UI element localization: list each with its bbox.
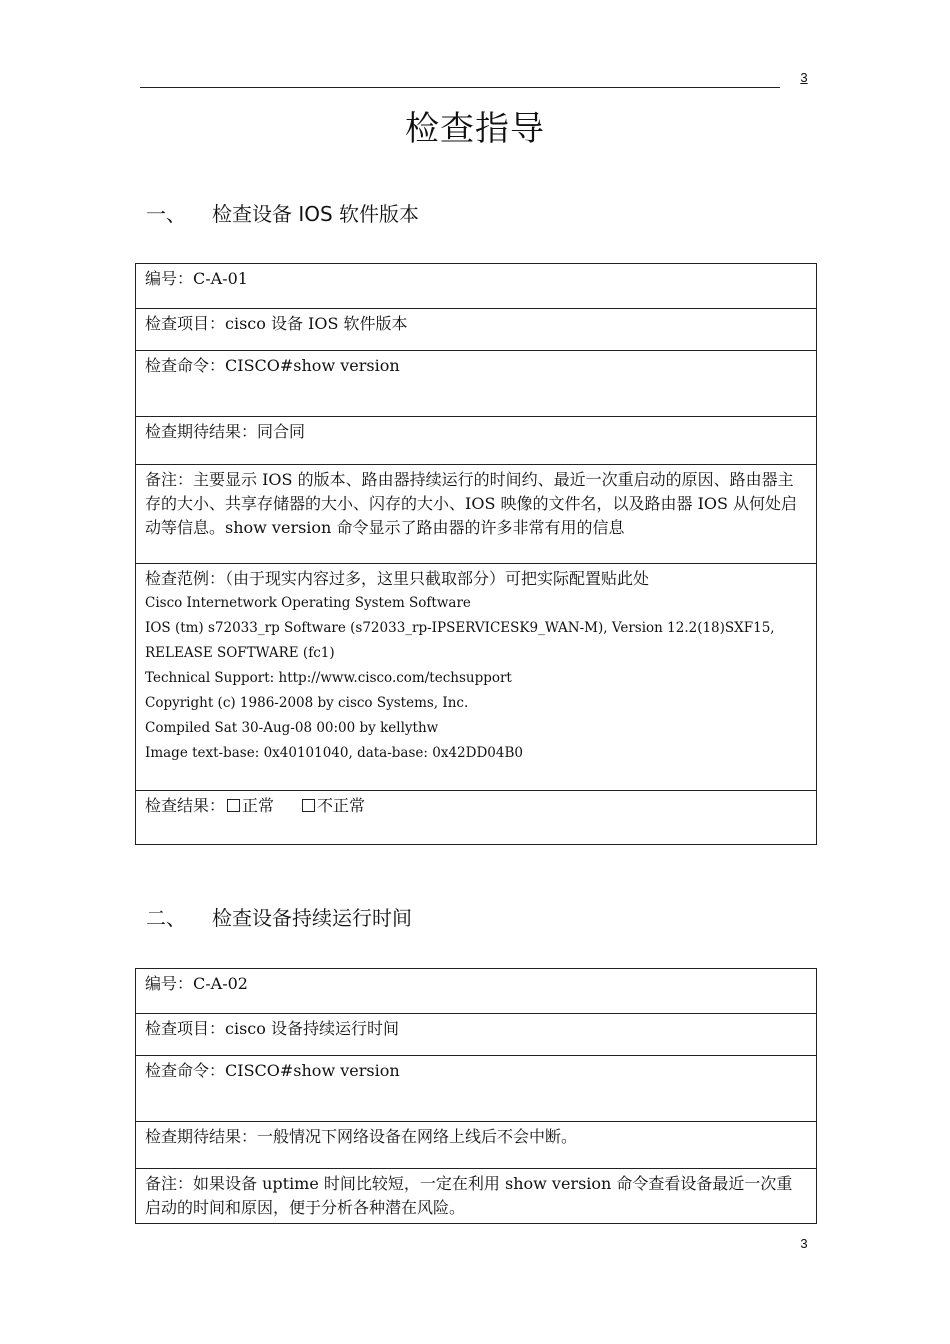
check-command: 检查命令：CISCO#show version xyxy=(136,1056,817,1122)
section-2-title: 检查设备持续运行时间 xyxy=(212,906,412,930)
example-line: Technical Support: http://www.cisco.com/techsupport xyxy=(145,670,512,686)
footer-page-number: 3 xyxy=(800,1236,808,1251)
example-line: IOS (tm) s72033_rp Software (s72033_rp-IPSERVICESK9_WAN-M), Version 12.2(18)SXF15, xyxy=(145,620,775,636)
result-abnormal-label: 不正常 xyxy=(317,796,366,815)
check-id: 编号：C-A-01 xyxy=(136,264,817,309)
section-2-heading xyxy=(146,902,412,931)
check-item: 检查项目：cisco 设备 IOS 软件版本 xyxy=(136,309,817,351)
result-normal-checkbox[interactable] xyxy=(227,799,240,812)
section-2-number: 二、 xyxy=(146,906,186,930)
check-item: 检查项目：cisco 设备持续运行时间 xyxy=(136,1014,817,1056)
check-result xyxy=(136,791,817,845)
example-line: Image text-base: 0x40101040, data-base: 0x42DD04B0 xyxy=(145,745,523,761)
check-id: 编号：C-A-02 xyxy=(136,969,817,1014)
example-line: RELEASE SOFTWARE (fc1) xyxy=(145,645,335,661)
example-line: Compiled Sat 30-Aug-08 00:00 by kellythw xyxy=(145,720,439,736)
check-table-2 xyxy=(135,968,817,1224)
check-result-label: 检查结果： xyxy=(145,796,226,815)
check-command: 检查命令：CISCO#show version xyxy=(136,351,817,417)
section-1-title: 检查设备 IOS 软件版本 xyxy=(212,202,420,226)
header-page-number: 3 xyxy=(800,70,808,85)
result-normal-label: 正常 xyxy=(242,796,275,815)
header-rule xyxy=(140,87,780,88)
example-line: Copyright (c) 1986-2008 by cisco Systems, Inc. xyxy=(145,695,469,711)
check-remark: 备注：如果设备 uptime 时间比较短，一定在利用 show version 命令查看设备最近一次重启动的时间和原因，便于分析各种潜在风险。 xyxy=(136,1169,817,1224)
check-expected-result: 检查期待结果：同合同 xyxy=(136,417,817,465)
check-table-1 xyxy=(135,263,817,845)
document-title: 检查指导 xyxy=(405,109,545,149)
section-1-number: 一、 xyxy=(146,202,186,226)
example-line: Cisco Internetwork Operating System Software xyxy=(145,595,471,611)
section-1-heading xyxy=(146,198,419,227)
result-abnormal-checkbox[interactable] xyxy=(302,799,315,812)
check-remark: 备注：主要显示 IOS 的版本、路由器持续运行的时间约、最近一次重启动的原因、路由器主存的大小、共享存储器的大小、闪存的大小、IOS 映像的文件名，以及路由器 IOS 从何处启动等信息。show version 命令显示了路由器的许多非常有用的信息 xyxy=(136,465,817,564)
check-expected-result: 检查期待结果：一般情况下网络设备在网络上线后不会中断。 xyxy=(136,1122,817,1169)
check-example xyxy=(136,564,817,791)
check-example-label: 检查范例：（由于现实内容过多，这里只截取部分）可把实际配置贴此处 xyxy=(145,569,650,588)
